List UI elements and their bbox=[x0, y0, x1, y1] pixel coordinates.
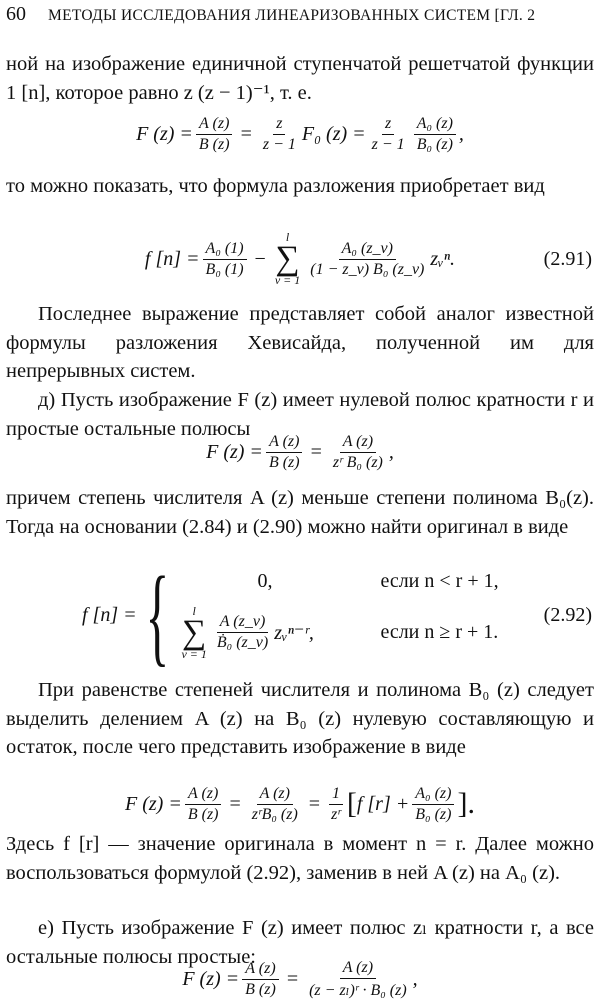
paragraph-5: причем степень числителя A (z) меньше степени полинома B₀(z). Тогда на основании (2.84) и (2.90) можно найти оригинал в виде bbox=[6, 487, 594, 538]
eqd-lhs: F (z) = bbox=[206, 440, 263, 463]
paragraph-7: Здесь f [r] — значение оригинала в момент n = r. Далее можно воспользоваться формулой (2.92), заменив в ней A (z) на A₀ (z). bbox=[6, 833, 594, 884]
equation-f-of-z bbox=[0, 108, 600, 160]
running-header bbox=[6, 3, 594, 27]
fraction bbox=[369, 115, 408, 154]
fraction bbox=[214, 613, 271, 652]
fraction bbox=[196, 115, 233, 154]
eq1-mid: F₀ (z) = bbox=[301, 122, 366, 145]
sigma-symbol: ∑ bbox=[275, 240, 300, 277]
sigma-symbol: ∑ bbox=[182, 613, 207, 651]
paragraph-3: Последнее выражение представляет собой аналог известной формулы разложения Хевисайда, полученной им для непрерывных систем. bbox=[6, 303, 594, 382]
fraction bbox=[414, 115, 456, 154]
summation bbox=[181, 605, 206, 661]
equation-zero-pole bbox=[0, 426, 600, 478]
fraction bbox=[412, 785, 454, 824]
fraction bbox=[307, 240, 427, 279]
numerator: A (z) bbox=[340, 959, 376, 979]
fraction bbox=[242, 960, 279, 999]
sum-upper-limit: l bbox=[192, 603, 196, 618]
numerator: A (z_ν) bbox=[217, 613, 268, 633]
page-number: 60 bbox=[6, 3, 26, 25]
equals-sign: = bbox=[310, 440, 322, 463]
equals-sign: = bbox=[229, 792, 241, 815]
running-title: МЕТОДЫ ИССЛЕДОВАНИЯ ЛИНЕАРИЗОВАННЫХ СИСТЕМ [ГЛ. 2 bbox=[48, 7, 536, 24]
case-2 bbox=[177, 605, 498, 661]
left-bracket: [ bbox=[346, 787, 357, 820]
denominator: B (z) bbox=[198, 135, 230, 153]
equation-2-91 bbox=[0, 226, 600, 292]
fraction bbox=[260, 115, 299, 154]
numerator: A₀ (z) bbox=[414, 115, 456, 135]
paragraph-6: При равенстве степеней числителя и полинома B₀ (z) следует выделить делением A (z) на B₀ (z) нулевую составляющую и остаток, после чего представить изображение в виде bbox=[6, 679, 594, 758]
denominator: (1 − z_ν) B₀ (z_ν) bbox=[310, 260, 425, 278]
case-1 bbox=[177, 570, 498, 593]
fraction bbox=[306, 959, 410, 1000]
denominator: B₀ (z) bbox=[415, 805, 452, 823]
denominator: Ḃ₀ (z_ν) bbox=[216, 634, 269, 651]
denominator: B (z) bbox=[187, 805, 219, 823]
equation-number: (2.92) bbox=[543, 603, 592, 626]
denominator: B₀ (1) bbox=[205, 260, 244, 278]
denominator: B (z) bbox=[268, 453, 300, 471]
eq292-lhs: f [n] = bbox=[82, 603, 137, 626]
numerator: 1 bbox=[329, 785, 343, 805]
sum-upper-limit: l bbox=[285, 230, 290, 244]
case2-condition: если n ≥ r + 1. bbox=[380, 621, 499, 643]
eq1-lhs: F (z) = bbox=[136, 122, 193, 145]
piecewise-cases bbox=[177, 570, 498, 661]
numerator: z bbox=[382, 115, 394, 135]
eq291-tail: zᵥⁿ. bbox=[430, 247, 456, 270]
left-brace: { bbox=[145, 554, 169, 676]
fraction bbox=[249, 785, 301, 824]
denominator: zʳ bbox=[331, 805, 341, 823]
equation-equal-degrees bbox=[0, 776, 600, 832]
paragraph-1: ной на изображение единичной ступенчатой решетчатой функции 1 [n], которое равно z (z − 1)⁻¹, т. е. bbox=[6, 53, 594, 104]
eqe-end: , bbox=[412, 967, 418, 990]
equation-number: (2.91) bbox=[543, 247, 592, 270]
denominator: z − 1 bbox=[262, 135, 296, 153]
case2-tail: zᵥⁿ⁻ʳ, bbox=[274, 622, 314, 644]
fraction bbox=[266, 433, 303, 472]
eq1-end: , bbox=[458, 122, 464, 145]
sum-lower-limit: ν = 1 bbox=[181, 646, 207, 661]
numerator: A (z) bbox=[340, 433, 376, 453]
paragraph-8: е) Пусть изображение F (z) имеет полюс zₗ кратности r, а все остальные полюсы простые: bbox=[6, 917, 594, 968]
denominator: z − 1 bbox=[371, 135, 405, 153]
eqe-lhs: F (z) = bbox=[182, 967, 240, 990]
equals-sign: = bbox=[308, 792, 321, 815]
fraction bbox=[203, 240, 247, 279]
equals-sign: = bbox=[286, 967, 299, 990]
sum-lower-limit: ν = 1 bbox=[274, 273, 301, 287]
eqeq-inner: f [r] + bbox=[356, 792, 410, 815]
case2-value bbox=[177, 605, 352, 661]
eqeq-lhs: F (z) = bbox=[125, 792, 182, 815]
fraction bbox=[185, 785, 222, 824]
numerator: A (z) bbox=[257, 785, 293, 805]
denominator: (z − zₗ)ʳ · B₀ (z) bbox=[309, 981, 407, 999]
eq291-lhs: f [n] = bbox=[144, 247, 200, 270]
case1-value: 0, bbox=[257, 569, 273, 592]
fraction bbox=[330, 433, 386, 472]
numerator: A (z) bbox=[185, 785, 221, 805]
minus-sign: − bbox=[254, 247, 266, 270]
denominator: zʳ B₀ (z) bbox=[332, 453, 383, 471]
numerator: A (z) bbox=[196, 115, 232, 135]
eqd-end: , bbox=[388, 440, 394, 463]
equation-multiple-pole bbox=[0, 954, 600, 1004]
equals-sign: = bbox=[240, 122, 252, 145]
right-bracket: ]. bbox=[457, 787, 475, 820]
case1-condition: если n < r + 1, bbox=[380, 569, 499, 592]
numerator: A₀ (z) bbox=[412, 785, 454, 805]
paragraph-4: д) Пусть изображение F (z) имеет нулевой полюс кратности r и простые остальные полюсы bbox=[6, 389, 594, 440]
summation bbox=[275, 231, 300, 287]
paragraph-2: то можно показать, что формула разложения приобретает вид bbox=[6, 175, 545, 197]
equation-2-92 bbox=[0, 554, 600, 676]
fraction bbox=[328, 785, 344, 824]
numerator: z bbox=[273, 115, 285, 135]
denominator: B (z) bbox=[245, 980, 276, 998]
numerator: A₀ (1) bbox=[203, 240, 247, 260]
numerator: A₀ (z_ν) bbox=[339, 240, 396, 260]
numerator: A (z) bbox=[266, 433, 302, 453]
numerator: A (z) bbox=[242, 960, 278, 980]
denominator: B₀ (z) bbox=[416, 135, 453, 153]
denominator: zʳB₀ (z) bbox=[251, 805, 298, 823]
